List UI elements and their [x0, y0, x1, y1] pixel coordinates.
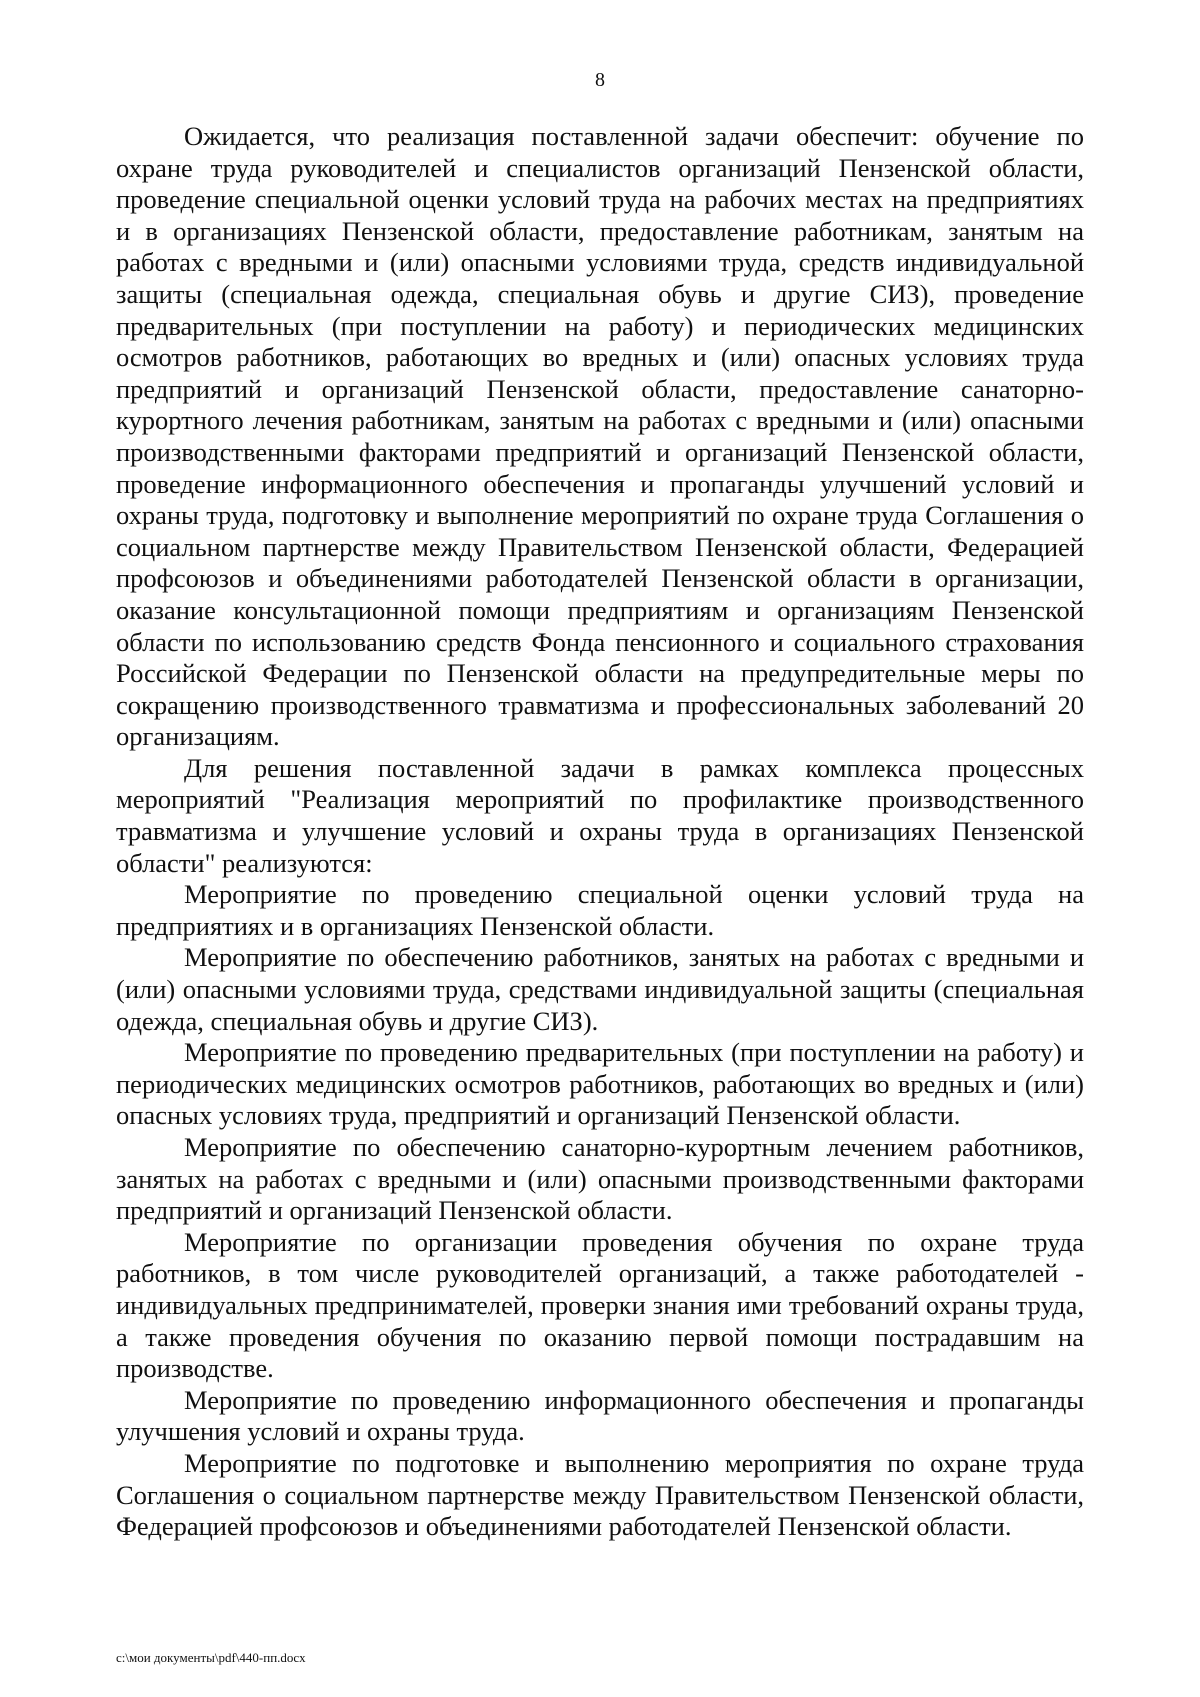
paragraph-measure-ppe: Мероприятие по обеспечению работников, занятых на работах с вредными и (или) опасными условиями труда, средствами индивидуальной защиты (специальная одежда, специальная обувь и другие СИЗ).	[116, 942, 1084, 1036]
page-number: 8	[595, 69, 605, 91]
paragraph-measure-agreement: Мероприятие по подготовке и выполнению мероприятия по охране труда Соглашения о социальном партнерстве между Правительством Пензенской области, Федерацией профсоюзов и объединениями работодателей Пензенской области.	[116, 1447, 1084, 1542]
file-path-footer: c:\мои документы\pdf\440-пп.docx	[116, 1650, 306, 1665]
paragraph-measure-assessment: Мероприятие по проведению специальной оценки условий труда на предприятиях и в организациях Пензенской области.	[116, 879, 1084, 941]
paragraph-measure-training: Мероприятие по организации проведения обучения по охране труда работников, в том числе руководителей организаций, а также работодателей - индивидуальных предпринимателей, проверки знания ими требований охраны труда, а также проведения обучения по оказанию первой помощи пострадавшим на производстве.	[116, 1226, 1084, 1384]
paragraph-measure-information: Мероприятие по проведению информационного обеспечения и пропаганды улучшения условий и охраны труда.	[116, 1384, 1084, 1447]
paragraph-measure-medical: Мероприятие по проведению предварительных (при поступлении на работу) и периодических медицинских осмотров работников, работающих во вредных и (или) опасных условиях труда, предприятий и организаций Пензенской области.	[116, 1037, 1084, 1131]
paragraph-task-solution: Для решения поставленной задачи в рамках комплекса процессных мероприятий "Реализация мероприятий по профилактике производственного травматизма и улучшение условий и охраны труда в организациях Пензенской области" реализуются:	[116, 752, 1084, 878]
paragraph-expected-results: Ожидается, что реализация поставленной задачи обеспечит: обучение по охране труда руководителей и специалистов организаций Пензенской области, проведение специальной оценки условий труда на рабочих местах на предприятиях и в организациях Пензенской области, предоставление работникам, занятым на работах с вредными и (или) опасными условиями труда, средств индивидуальной защиты (специальная одежда, специальная обувь и другие СИЗ), проведение предварительных (при поступлении на работу) и периодических медицинских осмотров работников, работающих во вредных и (или) опасных условиях труда предприятий и организаций Пензенской области, предоставление санаторно-курортного лечения работникам, занятым на работах с вредными и (или) опасными производственными факторами предприятий и организаций Пензенской области, проведение информационного обеспечения и пропаганды улучшений условий и охраны труда, подготовку и выполнение мероприятий по охране труда Соглашения о социальном партнерстве между Правительством Пензенской области, Федерацией профсоюзов и объединениями работодателей Пензенской области в организации, оказание консультационной помощи предприятиям и организациям Пензенской области по использованию средств Фонда пенсионного и социального страхования Российской Федерации по Пензенской области на предупредительные меры по сокращению производственного травматизма и профессиональных заболеваний 20 организациям.	[116, 121, 1084, 752]
paragraph-measure-sanatorium: Мероприятие по обеспечению санаторно-курортным лечением работников, занятых на работах с вредными и (или) опасными производственными факторами предприятий и организаций Пензенской области.	[116, 1132, 1084, 1226]
document-body	[116, 121, 1084, 1543]
